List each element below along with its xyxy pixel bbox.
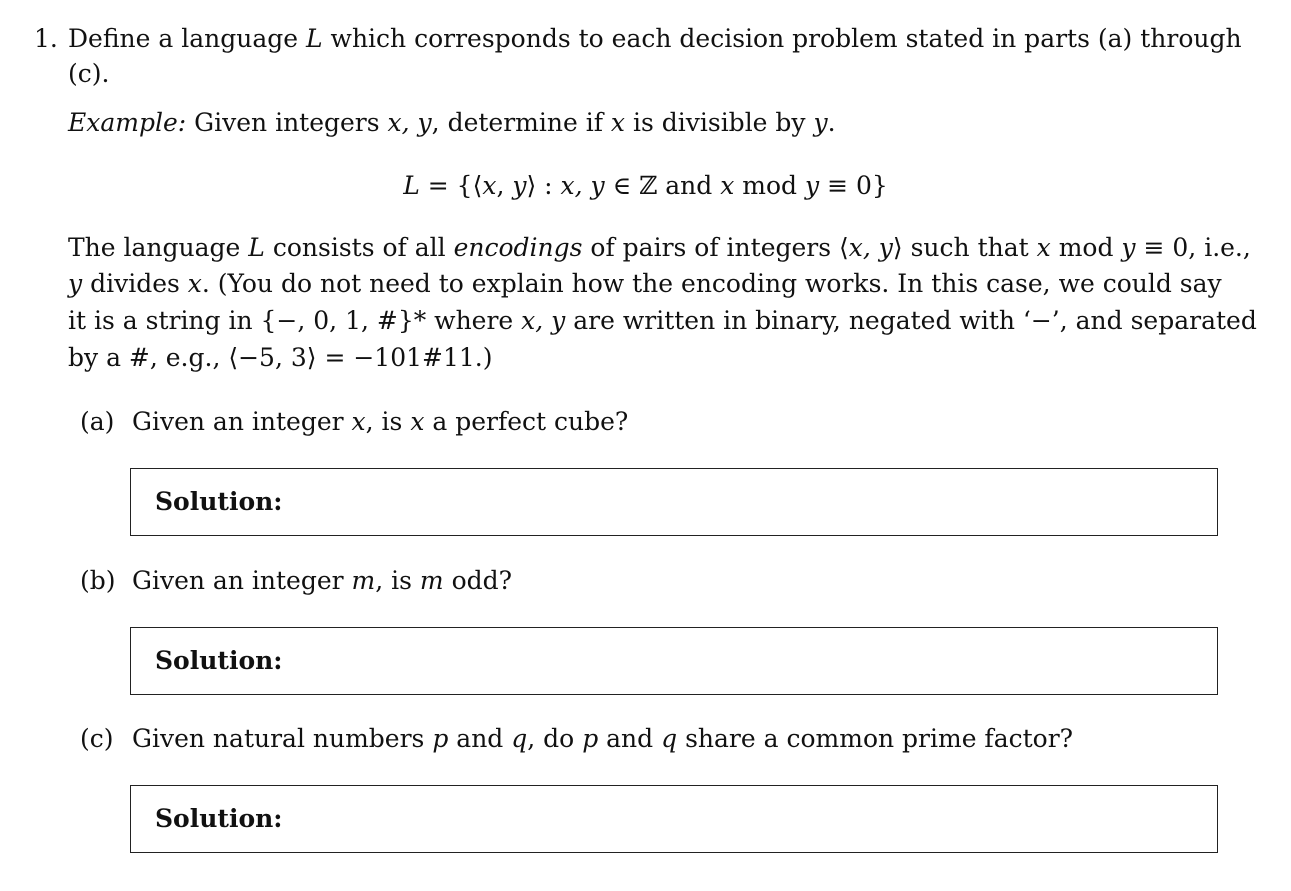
var-x: x: [610, 108, 626, 137]
para-line-1: [68, 230, 1251, 266]
eq-y2: y: [805, 171, 820, 200]
question-text: odd?: [451, 566, 513, 595]
eq-x: x: [482, 171, 497, 200]
intro-text-rest: which corresponds to each decision problem stated in parts (a) through: [330, 24, 1242, 53]
eq-x2: x: [720, 171, 735, 200]
var-x: x: [410, 407, 425, 436]
var-y: y: [813, 108, 828, 137]
solution-box-b[interactable]: [130, 627, 1218, 695]
problem-number: 1.: [34, 24, 58, 53]
var-q: q: [661, 724, 678, 753]
para-text: it is a string in {−, 0, 1, #}* where: [68, 306, 514, 335]
part-b-question: [132, 563, 512, 599]
para-text: mod: [1058, 233, 1114, 262]
part-b-label: (b): [80, 566, 116, 595]
var-p: p: [432, 724, 449, 753]
para-text: consists of all: [272, 233, 446, 262]
eq-L: L: [403, 171, 420, 200]
para-var-y: y: [1121, 233, 1136, 262]
para-text: The language: [68, 233, 241, 262]
part-a-label: (a): [80, 407, 115, 436]
question-text: , is: [365, 407, 403, 436]
para-var-y: y: [68, 269, 83, 298]
para-var-xy: x, y: [848, 233, 893, 262]
para-var-L: L: [248, 233, 265, 262]
solution-label: Solution:: [155, 646, 283, 675]
para-line-4: by a #, e.g., ⟨−5, 3⟩ = −101#11.): [68, 343, 493, 372]
example-text-3: is divisible by: [632, 108, 806, 137]
eq-y: y: [512, 171, 527, 200]
intro-text: Define a language: [68, 24, 299, 53]
eq-comma: ,: [496, 171, 513, 200]
para-text: . (You do not need to explain how the encoding works. In this case, we could say: [201, 269, 1222, 298]
part-a-question: [132, 404, 628, 440]
var-m: m: [419, 566, 444, 595]
solution-label: Solution:: [155, 804, 283, 833]
intro-line-1: [68, 21, 1242, 57]
eq-tail: ≡ 0}: [819, 171, 888, 200]
para-var-x: x: [1036, 233, 1051, 262]
example-end: .: [827, 108, 836, 137]
example-equation: [0, 168, 1291, 204]
eq-xy: x, y: [560, 171, 605, 200]
question-text: a perfect cube?: [432, 407, 629, 436]
example-line: [68, 105, 836, 141]
example-text: Given integers: [194, 108, 380, 137]
part-c-label: (c): [80, 724, 114, 753]
question-text: Given an integer: [132, 407, 344, 436]
eq-in: ∈ ℤ and: [604, 171, 721, 200]
para-var-xy: x, y: [521, 306, 566, 335]
para-line-3: [68, 303, 1257, 339]
para-emph-encodings: encodings: [453, 233, 583, 262]
eq-close: ⟩ :: [526, 171, 561, 200]
solution-box-c[interactable]: [130, 785, 1218, 853]
para-text: of pairs of integers ⟨: [590, 233, 849, 262]
question-text: and: [606, 724, 654, 753]
eq-open: = {⟨: [419, 171, 483, 200]
question-text: and: [456, 724, 504, 753]
var-xy: x, y: [387, 108, 432, 137]
var-m: m: [351, 566, 376, 595]
para-text: are written in binary, negated with ‘−’, and separated: [573, 306, 1257, 335]
example-text-2: , determine if: [431, 108, 603, 137]
solution-label: Solution:: [155, 487, 283, 516]
para-text: divides: [90, 269, 180, 298]
para-line-2: [68, 266, 1222, 302]
var-L: L: [305, 24, 323, 53]
para-var-x: x: [187, 269, 202, 298]
para-text: ⟩ such that: [892, 233, 1029, 262]
part-c-question: [132, 721, 1073, 757]
var-p: p: [582, 724, 599, 753]
question-text: , do: [527, 724, 575, 753]
question-text: Given an integer: [132, 566, 344, 595]
solution-box-a[interactable]: [130, 468, 1218, 536]
eq-mod: mod: [734, 171, 805, 200]
var-q: q: [511, 724, 528, 753]
question-text: , is: [375, 566, 412, 595]
intro-line-2: (c).: [68, 59, 110, 88]
question-text: share a common prime factor?: [685, 724, 1074, 753]
var-x: x: [351, 407, 366, 436]
example-label: Example:: [68, 108, 187, 137]
para-text: ≡ 0, i.e.,: [1143, 233, 1251, 262]
question-text: Given natural numbers: [132, 724, 425, 753]
